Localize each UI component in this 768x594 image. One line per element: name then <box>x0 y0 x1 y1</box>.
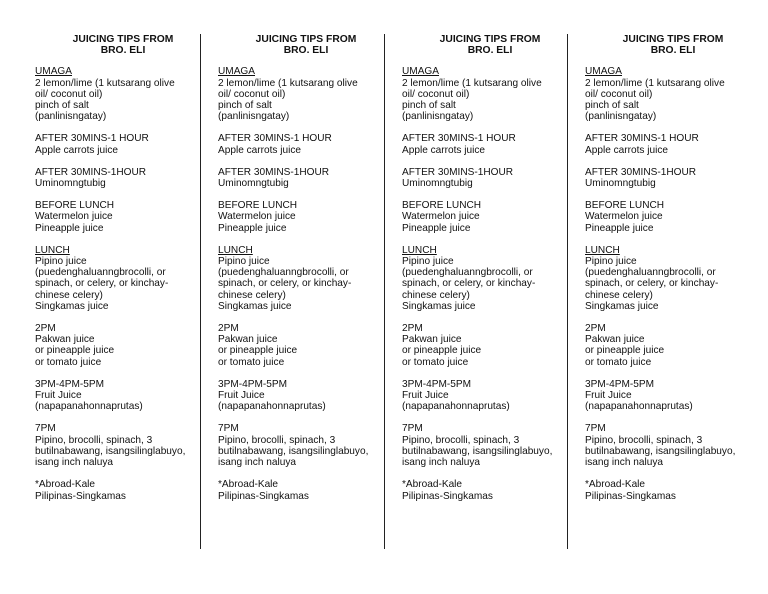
title-line-2: BRO. ELI <box>100 45 146 57</box>
section-line: spinach, or celery, or kinchay- <box>402 278 536 290</box>
tip-section <box>585 133 761 155</box>
section-heading: AFTER 30MINS-1HOUR <box>402 166 514 178</box>
section-line: Pipino, brocolli, spinach, 3 <box>218 434 336 446</box>
section-line: Singkamas juice <box>218 300 292 312</box>
tip-section <box>35 323 211 368</box>
section-heading: 2PM <box>585 323 606 335</box>
section-line: Watermelon juice <box>218 211 296 223</box>
section-line: Uminomngtubig <box>35 178 106 190</box>
section-line: Watermelon juice <box>402 211 480 223</box>
section-line: Fruit Juice <box>35 390 82 402</box>
tip-section <box>402 66 578 122</box>
section-line: Pipino juice <box>35 256 87 268</box>
section-line: (panlinisngatay) <box>218 111 290 123</box>
tip-section <box>585 167 761 189</box>
section-line: Pakwan juice <box>585 334 645 346</box>
section-heading: *Abroad-Kale <box>585 479 646 491</box>
tip-section <box>35 167 211 189</box>
section-heading: 2PM <box>218 323 239 335</box>
section-line: spinach, or celery, or kinchay- <box>218 278 352 290</box>
section-line: Pilipinas-Singkamas <box>35 490 126 502</box>
tip-section <box>585 479 761 501</box>
tip-section <box>218 323 394 368</box>
section-line: Pineapple juice <box>218 222 287 234</box>
section-heading: AFTER 30MINS-1HOUR <box>585 166 697 178</box>
column-title <box>35 34 211 56</box>
title-line-2: BRO. ELI <box>467 45 513 57</box>
section-line: pinch of salt <box>402 100 456 112</box>
tip-section <box>218 167 394 189</box>
section-line: or pineapple juice <box>35 345 115 357</box>
tip-section <box>585 200 761 234</box>
section-line: isang inch naluya <box>35 457 113 469</box>
section-line: Singkamas juice <box>402 300 476 312</box>
tip-section <box>402 200 578 234</box>
tip-section <box>218 379 394 413</box>
section-line: Uminomngtubig <box>585 178 656 190</box>
section-line: chinese celery) <box>35 289 103 301</box>
section-heading: *Abroad-Kale <box>218 479 279 491</box>
section-heading: 3PM-4PM-5PM <box>402 378 471 390</box>
column-title <box>218 34 394 56</box>
tip-section <box>35 133 211 155</box>
section-heading: 7PM <box>402 423 423 435</box>
section-heading: 3PM-4PM-5PM <box>218 378 287 390</box>
section-line: Pipino, brocolli, spinach, 3 <box>585 434 703 446</box>
section-heading: 2PM <box>402 323 423 335</box>
section-heading: LUNCH <box>35 244 70 256</box>
tip-section <box>218 479 394 501</box>
section-line: Apple carrots juice <box>218 144 302 156</box>
section-line: Singkamas juice <box>585 300 659 312</box>
section-line: Uminomngtubig <box>218 178 289 190</box>
section-line: 2 lemon/lime (1 kutsarang olive <box>402 77 542 89</box>
tip-section <box>35 479 211 501</box>
tips-column <box>218 34 394 513</box>
section-line: (napapanahonnaprutas) <box>585 401 693 413</box>
section-heading: LUNCH <box>218 244 253 256</box>
section-line: 2 lemon/lime (1 kutsarang olive <box>218 77 358 89</box>
title-line-1: JUICING TIPS FROM <box>72 34 174 45</box>
section-line: Pakwan juice <box>402 334 462 346</box>
section-line: (puedenghaluanngbrocolli, or <box>218 267 349 279</box>
section-line: Pipino juice <box>585 256 637 268</box>
section-line: (puedenghaluanngbrocolli, or <box>35 267 166 279</box>
section-heading: AFTER 30MINS-1HOUR <box>35 166 147 178</box>
section-line: or tomato juice <box>585 356 652 368</box>
section-heading: 7PM <box>585 423 606 435</box>
section-line: isang inch naluya <box>218 457 296 469</box>
section-heading: BEFORE LUNCH <box>585 200 665 212</box>
tip-section <box>585 323 761 368</box>
section-line: chinese celery) <box>402 289 470 301</box>
section-line: Pilipinas-Singkamas <box>402 490 493 502</box>
tips-column <box>35 34 211 513</box>
section-line: chinese celery) <box>218 289 286 301</box>
section-line: oil/ coconut oil) <box>585 88 653 100</box>
section-heading: UMAGA <box>585 66 623 78</box>
section-line: or tomato juice <box>35 356 102 368</box>
tip-section <box>402 379 578 413</box>
title-line-1: JUICING TIPS FROM <box>255 34 357 45</box>
tip-section <box>402 167 578 189</box>
section-heading: AFTER 30MINS-1 HOUR <box>35 133 149 145</box>
section-line: oil/ coconut oil) <box>218 88 286 100</box>
section-heading: 3PM-4PM-5PM <box>35 378 104 390</box>
tip-section <box>585 245 761 312</box>
tip-section <box>402 323 578 368</box>
section-heading: UMAGA <box>218 66 256 78</box>
tips-column <box>585 34 761 513</box>
section-line: Apple carrots juice <box>585 144 669 156</box>
section-line: (napapanahonnaprutas) <box>35 401 143 413</box>
section-heading: *Abroad-Kale <box>402 479 463 491</box>
section-line: spinach, or celery, or kinchay- <box>35 278 169 290</box>
section-line: Fruit Juice <box>218 390 265 402</box>
tip-section <box>35 200 211 234</box>
tip-section <box>585 66 761 122</box>
section-line: pinch of salt <box>585 100 639 112</box>
tip-section <box>218 200 394 234</box>
section-line: Pakwan juice <box>218 334 278 346</box>
section-line: Pipino, brocolli, spinach, 3 <box>35 434 153 446</box>
section-heading: AFTER 30MINS-1HOUR <box>218 166 330 178</box>
section-line: Apple carrots juice <box>35 144 119 156</box>
section-line: Fruit Juice <box>402 390 449 402</box>
tip-section <box>585 379 761 413</box>
section-heading: AFTER 30MINS-1 HOUR <box>402 133 516 145</box>
section-line: Pilipinas-Singkamas <box>218 490 309 502</box>
section-line: butilnabawang, isangsilinglabuyo, <box>585 445 736 457</box>
section-line: Fruit Juice <box>585 390 632 402</box>
tip-section <box>218 423 394 468</box>
section-line: chinese celery) <box>585 289 653 301</box>
section-line: Uminomngtubig <box>402 178 473 190</box>
tip-section <box>585 423 761 468</box>
section-line: Singkamas juice <box>35 300 109 312</box>
section-line: pinch of salt <box>218 100 272 112</box>
title-line-2: BRO. ELI <box>283 45 329 57</box>
tip-section <box>35 423 211 468</box>
section-line: butilnabawang, isangsilinglabuyo, <box>35 445 186 457</box>
tip-section <box>35 379 211 413</box>
tip-section <box>218 133 394 155</box>
section-line: (puedenghaluanngbrocolli, or <box>402 267 533 279</box>
section-line: (napapanahonnaprutas) <box>218 401 326 413</box>
section-line: oil/ coconut oil) <box>402 88 470 100</box>
section-line: Watermelon juice <box>585 211 663 223</box>
section-heading: UMAGA <box>35 66 73 78</box>
section-heading: AFTER 30MINS-1 HOUR <box>218 133 332 145</box>
title-line-2: BRO. ELI <box>650 45 696 57</box>
section-line: (puedenghaluanngbrocolli, or <box>585 267 716 279</box>
section-heading: AFTER 30MINS-1 HOUR <box>585 133 699 145</box>
section-heading: BEFORE LUNCH <box>218 200 298 212</box>
section-heading: LUNCH <box>585 244 620 256</box>
section-heading: BEFORE LUNCH <box>35 200 115 212</box>
section-line: butilnabawang, isangsilinglabuyo, <box>402 445 553 457</box>
tip-section <box>402 423 578 468</box>
section-line: 2 lemon/lime (1 kutsarang olive <box>585 77 725 89</box>
section-line: or pineapple juice <box>585 345 665 357</box>
section-line: Pakwan juice <box>35 334 95 346</box>
section-line: 2 lemon/lime (1 kutsarang olive <box>35 77 175 89</box>
section-line: Pipino, brocolli, spinach, 3 <box>402 434 520 446</box>
section-line: oil/ coconut oil) <box>35 88 103 100</box>
section-line: or tomato juice <box>402 356 469 368</box>
tip-section <box>402 479 578 501</box>
section-line: isang inch naluya <box>402 457 480 469</box>
section-heading: 3PM-4PM-5PM <box>585 378 654 390</box>
section-heading: 7PM <box>35 423 56 435</box>
column-title <box>585 34 761 56</box>
tip-section <box>35 66 211 122</box>
section-line: or pineapple juice <box>218 345 298 357</box>
section-line: (panlinisngatay) <box>402 111 474 123</box>
section-line: (panlinisngatay) <box>35 111 107 123</box>
section-line: Pilipinas-Singkamas <box>585 490 676 502</box>
tip-section <box>218 245 394 312</box>
section-heading: LUNCH <box>402 244 437 256</box>
section-heading: BEFORE LUNCH <box>402 200 482 212</box>
section-heading: UMAGA <box>402 66 440 78</box>
section-line: Pipino juice <box>402 256 454 268</box>
tip-section <box>402 245 578 312</box>
tip-section <box>35 245 211 312</box>
tip-section <box>402 133 578 155</box>
section-line: spinach, or celery, or kinchay- <box>585 278 719 290</box>
section-line: Pineapple juice <box>402 222 471 234</box>
tip-section <box>218 66 394 122</box>
section-heading: 7PM <box>218 423 239 435</box>
section-heading: 2PM <box>35 323 56 335</box>
section-heading: *Abroad-Kale <box>35 479 96 491</box>
section-line: isang inch naluya <box>585 457 663 469</box>
title-line-1: JUICING TIPS FROM <box>622 34 724 45</box>
section-line: butilnabawang, isangsilinglabuyo, <box>218 445 369 457</box>
section-line: or pineapple juice <box>402 345 482 357</box>
section-line: pinch of salt <box>35 100 89 112</box>
column-title <box>402 34 578 56</box>
section-line: Pineapple juice <box>585 222 654 234</box>
section-line: Apple carrots juice <box>402 144 486 156</box>
section-line: (panlinisngatay) <box>585 111 657 123</box>
section-line: Watermelon juice <box>35 211 113 223</box>
section-line: Pineapple juice <box>35 222 104 234</box>
section-line: Pipino juice <box>218 256 270 268</box>
tips-column <box>402 34 578 513</box>
title-line-1: JUICING TIPS FROM <box>439 34 541 45</box>
section-line: or tomato juice <box>218 356 285 368</box>
section-line: (napapanahonnaprutas) <box>402 401 510 413</box>
